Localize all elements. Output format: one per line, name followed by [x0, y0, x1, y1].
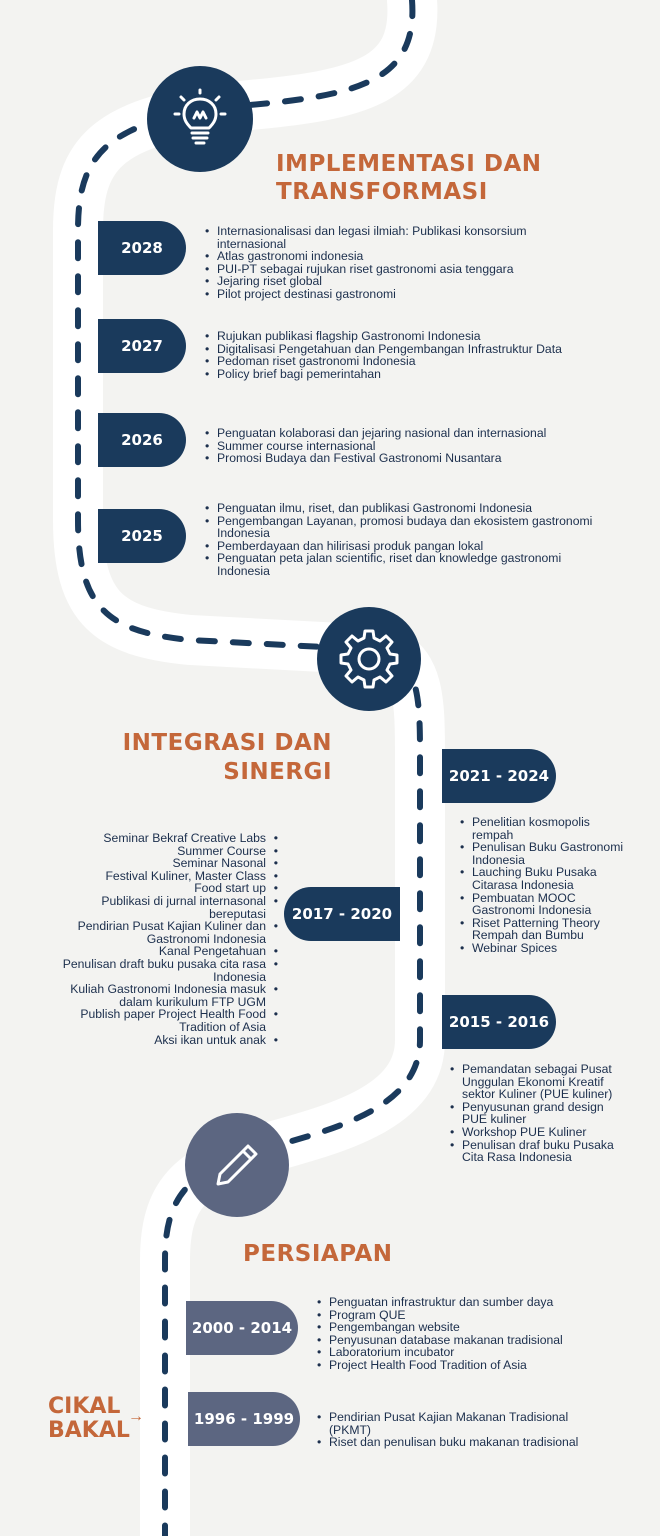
list-item: • Kanal Pengetahuan	[50, 945, 266, 958]
list-item: • Kuliah Gastronomi Indonesia masuk dalam kurikulum FTP UGM	[50, 983, 266, 1008]
list-item: • Festival Kuliner, Master Class	[50, 870, 266, 883]
list-item: • Pendirian Pusat Kajian Makanan Tradisional (PKMT)	[329, 1411, 599, 1436]
list-item: • Rujukan publikasi flagship Gastronomi Indonesia	[217, 330, 627, 343]
list-2028	[204, 225, 577, 301]
heading-implementasi	[276, 150, 542, 206]
list-item: • Aksi ikan untuk anak	[50, 1034, 266, 1047]
year-pill-2000-2014: 2000 - 2014	[186, 1301, 298, 1355]
gear-icon	[337, 627, 401, 691]
year-pill-2021-2024: 2021 - 2024	[442, 749, 556, 803]
list-item: • Digitalisasi Pengetahuan dan Pengembangan Infrastruktur Data	[217, 343, 627, 356]
list-2025	[204, 502, 617, 578]
list-item: • Penyusunan grand design PUE kuliner	[462, 1101, 622, 1126]
lightbulb-icon	[169, 88, 231, 150]
heading-persiapan	[243, 1240, 393, 1268]
list-item: • Penulisan draf buku Pusaka Cita Rasa Indonesia	[462, 1139, 622, 1164]
list-item: • Project Health Food Tradition of Asia	[329, 1359, 629, 1372]
list-item: • Food start up	[50, 882, 266, 895]
pencil-icon	[206, 1134, 268, 1196]
list-2027	[204, 330, 627, 380]
lightbulb-circle	[147, 66, 253, 172]
list-item: • Summer Course	[50, 845, 266, 858]
list-item: • Promosi Budaya dan Festival Gastronomi Nusantara	[217, 452, 627, 465]
list-item: • Workshop PUE Kuliner	[462, 1126, 622, 1139]
list-item: • Penguatan ilmu, riset, dan publikasi Gastronomi Indonesia	[217, 502, 617, 515]
heading-integrasi	[110, 729, 332, 787]
gear-circle	[317, 607, 421, 711]
list-2026	[204, 427, 627, 465]
heading-integrasi-line2: SINERGI	[223, 759, 332, 785]
list-item: • Penulisan Buku Gastronomi Indonesia	[472, 841, 624, 866]
list-item: • Pendirian Pusat Kajian Kuliner dan Gastronomi Indonesia	[50, 920, 266, 945]
heading-integrasi-line1: INTEGRASI DAN	[122, 730, 332, 756]
list-item: • Pedoman riset gastronomi Indonesia	[217, 355, 627, 368]
list-item: • Pilot project destinasi gastronomi	[217, 288, 577, 301]
list-item: • Penyusunan database makanan tradisional	[329, 1334, 629, 1347]
list-item: • Webinar Spices	[472, 942, 624, 955]
list-2021-2024	[459, 816, 624, 955]
list-item: • Penguatan peta jalan scientific, riset dan knowledge gastronomi Indonesia	[217, 552, 617, 577]
list-item: • Program QUE	[329, 1309, 629, 1322]
pencil-circle	[185, 1113, 289, 1217]
list-item: • Riset dan penulisan buku makanan tradisional	[329, 1436, 599, 1449]
list-2015-2016	[449, 1063, 622, 1164]
list-item: • Lauching Buku Pusaka Citarasa Indonesia	[472, 866, 624, 891]
list-item: • Pengembangan website	[329, 1321, 629, 1334]
heading-cikal-line1: CIKAL	[48, 1394, 121, 1419]
year-pill-2015-2016: 2015 - 2016	[442, 995, 556, 1049]
list-item: • Laboratorium incubator	[329, 1346, 629, 1359]
list-item: • Penguatan infrastruktur dan sumber daya	[329, 1296, 629, 1309]
list-item: • Penelitian kosmopolis rempah	[472, 816, 624, 841]
list-item: • Pengembangan Layanan, promosi budaya dan ekosistem gastronomi Indonesia	[217, 515, 617, 540]
list-2000-2014	[316, 1296, 629, 1372]
arrow-right-icon: →	[128, 1408, 144, 1425]
list-item: • Seminar Bekraf Creative Labs	[50, 832, 266, 845]
list-item: • Pemberdayaan dan hilirisasi produk pangan lokal	[217, 540, 617, 553]
list-item: • Pembuatan MOOC Gastronomi Indonesia	[472, 892, 624, 917]
heading-persiapan-line1: PERSIAPAN	[243, 1241, 393, 1267]
list-item: • Publish paper Project Health Food Tradition of Asia	[50, 1008, 266, 1033]
heading-implementasi-line2: TRANSFORMASI	[276, 179, 488, 205]
list-item: • Publikasi di jurnal internasonal bereputasi	[50, 895, 266, 920]
list-item: • PUI-PT sebagai rujukan riset gastronomi asia tenggara	[217, 263, 577, 276]
year-pill-2025: 2025	[98, 509, 186, 563]
year-pill-2027: 2027	[98, 319, 186, 373]
list-item: • Seminar Nasonal	[50, 857, 266, 870]
list-item: • Atlas gastronomi indonesia	[217, 250, 577, 263]
list-item: • Penulisan draft buku pusaka cita rasa Indonesia	[50, 958, 266, 983]
heading-implementasi-line1: IMPLEMENTASI DAN	[276, 151, 542, 177]
list-item: • Jejaring riset global	[217, 275, 577, 288]
year-pill-2028: 2028	[98, 221, 186, 275]
list-2017-2020	[50, 832, 279, 1046]
list-item: • Internasionalisasi dan legasi ilmiah: Publikasi konsorsium internasional	[217, 225, 577, 250]
year-pill-1996-1999: 1996 - 1999	[188, 1392, 300, 1446]
list-item: • Pemandatan sebagai Pusat Unggulan Ekonomi Kreatif sektor Kuliner (PUE kuliner)	[462, 1063, 622, 1101]
heading-cikal-bakal	[48, 1395, 130, 1443]
list-item: • Policy brief bagi pemerintahan	[217, 368, 627, 381]
list-item: • Penguatan kolaborasi dan jejaring nasional dan internasional	[217, 427, 627, 440]
heading-cikal-line2: BAKAL	[48, 1418, 130, 1443]
list-1996-1999	[316, 1411, 599, 1449]
list-item: • Riset Patterning Theory Rempah dan Bumbu	[472, 917, 624, 942]
year-pill-2026: 2026	[98, 413, 186, 467]
list-item: • Summer course internasional	[217, 440, 627, 453]
year-pill-2017-2020: 2017 - 2020	[284, 887, 400, 941]
